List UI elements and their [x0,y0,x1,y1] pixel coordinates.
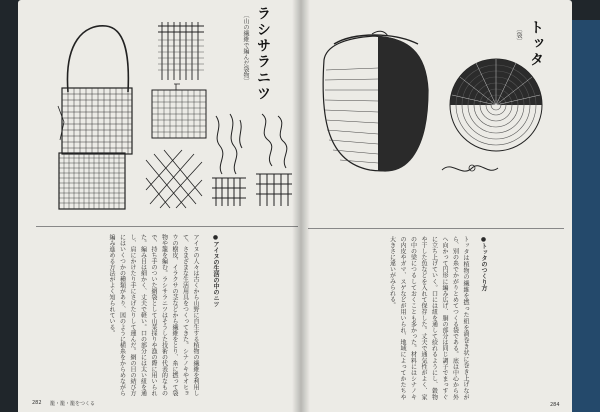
right-page-divider [308,228,564,229]
right-page-subtitle: 〔袋〕 [515,26,522,44]
left-page-title: ラシサラニツ [255,6,271,102]
mesh-panel-illustration [58,152,128,212]
knot-technique-left [210,112,248,208]
left-page-number: 282 [32,400,42,406]
book-gutter-shadow [292,0,310,412]
right-page [300,0,572,412]
left-page [18,0,305,412]
left-page-body: アイヌの人々は古くから山野に自生する植物の繊維を利用して、さまざまな生活用具をつくってきた。シナノキやオヒョウの樹皮、イラクサの茎などから繊維をとり、糸に撚って袋物や籠を編む。ラシサラニツはそうした技術の代表的なもので、持ち手のついた網袋として山菜採りや漁の際に用いられた。編み目は細かく、丈夫で軽い。口の部分には太い紐を通し、肩にかけたり手にさげたりして運んだ。網の目の結び方にはいくつかの種類があり、図のように横糸をからめながら編み進める方法がよく知られている。 [108,234,199,396]
right-page-body: トッタは植物の繊維を撚った紐を渦巻き状に巻き上げながら、別の糸でかがりとめてつくる袋である。底は中心から外へ向かって円形に編み広げ、胴の部分は同じ調子でまっすぐに立ち上げていく。口には紐を通して絞れるようにし、穀物や干した魚などを入れて保存した。丈夫で通気性がよく、家の中の梁につるしておくことも多かった。材料にはシナノキの内皮やガマ、スゲなどが用いられ、地域によってかたちや大きさに違いがみられる。 [388,236,469,400]
net-bag-illustration [54,22,144,157]
left-page-section-heading: ●アイヌの生活の中のニツ [212,234,219,307]
right-page-number: 284 [550,402,560,408]
weave-detail-middle [148,82,210,142]
tie-cord-detail [440,156,500,186]
left-page-subtitle: 〔山の繊維で編んだ袋物〕 [242,12,249,84]
coiled-basket-illustration [314,30,436,178]
knot-technique-right [254,110,294,208]
right-page-section-heading: ●トッタのつくり方 [480,236,487,291]
weave-detail-top [156,20,206,82]
left-page-divider [36,226,298,227]
lattice-detail [146,150,202,210]
left-page-footer: 籠・籠・籠をつくる [50,401,96,407]
right-page-title: トッタ [528,20,544,68]
